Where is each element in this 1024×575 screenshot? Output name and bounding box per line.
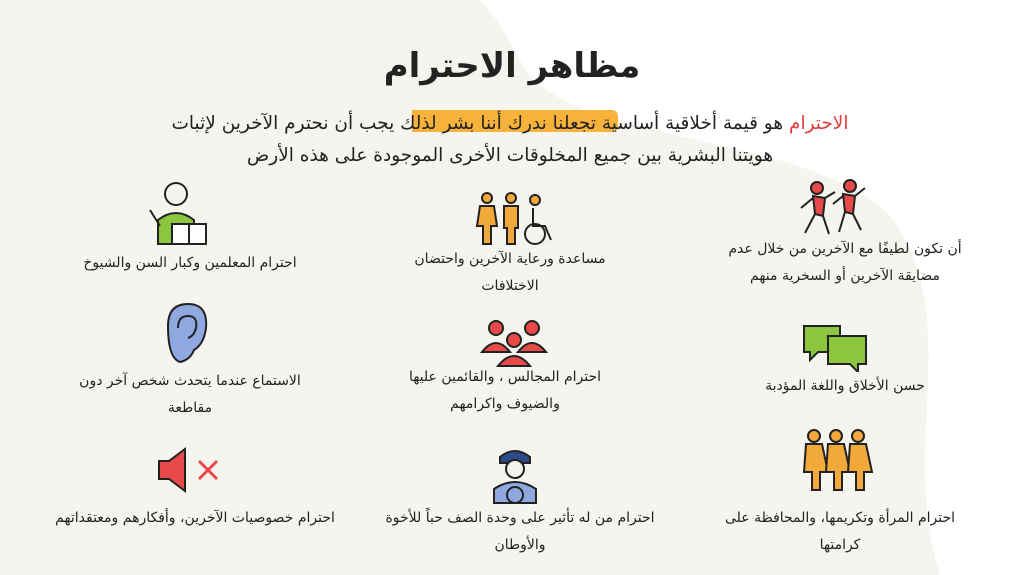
item-respect-women: احترام المرأة وتكريمها، والمحافظة على كرامتها <box>724 510 956 553</box>
women-icon <box>800 428 875 493</box>
item-respect-leaders: احترام من له تأثير على وحدة الصف حباً للأخوة والأوطان <box>385 510 655 553</box>
item-kindness: أن تكون لطيفًا مع الآخرين من خلال عدم مضايقة الآخرين أو السخرية منهم <box>728 241 962 284</box>
speech-bubbles-icon <box>800 322 870 372</box>
page-title-text: مظاهر الاحترام <box>383 46 641 86</box>
intro-paragraph <box>150 108 870 172</box>
item-privacy: احترام خصوصيات الآخرين، وأفكارهم ومعتقداتهم <box>55 510 335 526</box>
item-respect-teachers: احترام المعلمين وكبار السن والشيوخ <box>83 255 297 271</box>
ear-icon <box>160 302 210 364</box>
captain-icon <box>490 445 540 505</box>
intro-keyword: الاحترام <box>788 113 849 134</box>
item-helping-others: مساعدة ورعاية الآخرين واحتضان الاختلافات <box>414 251 606 294</box>
group-icon <box>480 318 550 368</box>
mute-icon <box>155 445 225 495</box>
teacher-icon <box>148 180 213 248</box>
dancing-people-icon <box>795 178 870 238</box>
intro-text: هو قيمة أخلاقية أساسية تجعلنا ندرك أننا بشر لذلك يجب أن نحترم الآخرين لإثبات هويتنا البشرية بين جميع المخلوقات الأخرى الموجودة على هذه الأرض <box>171 113 789 166</box>
item-good-manners: حسن الأخلاق واللغة المؤدبة <box>765 378 925 394</box>
item-listening: الاستماع عندما يتحدث شخص آخر دون مقاطعة <box>79 373 301 416</box>
diverse-people-icon <box>475 192 565 247</box>
item-respect-gatherings: احترام المجالس ، والقائمين عليها والضيوف واكرامهم <box>408 369 602 412</box>
